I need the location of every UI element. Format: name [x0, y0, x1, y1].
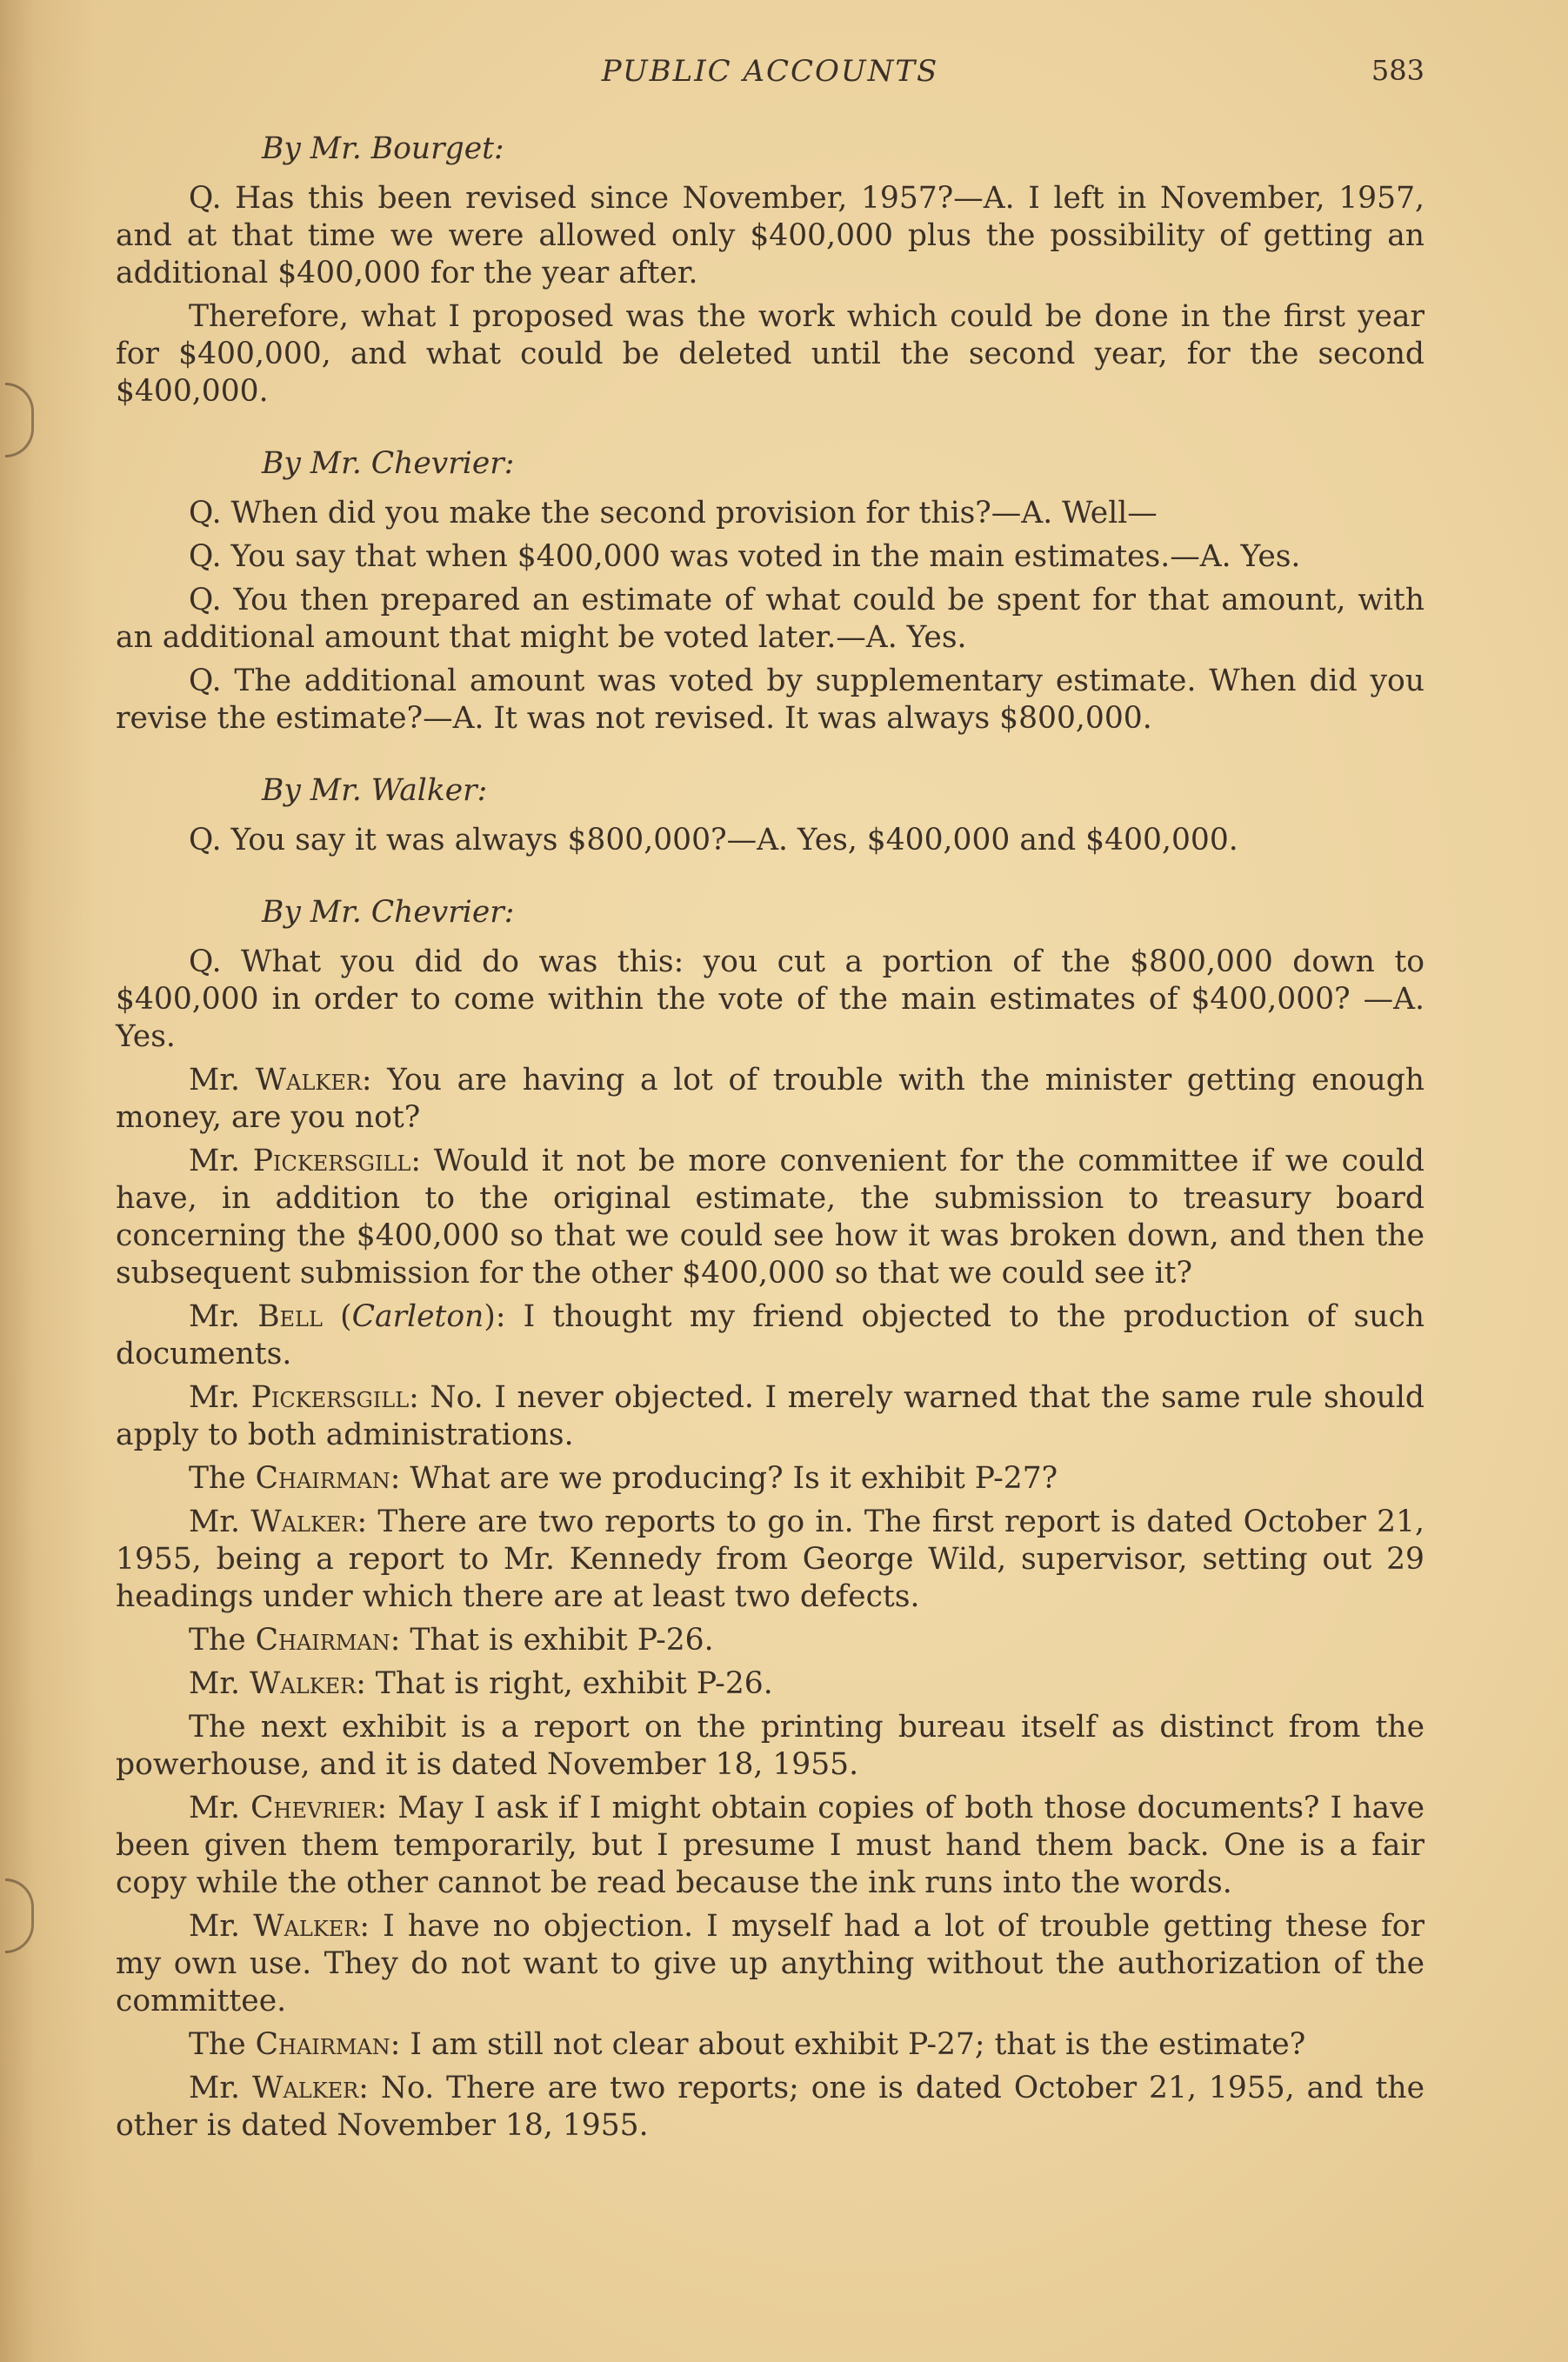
speaker-name: Walker — [253, 1909, 360, 1944]
speaker-name: Walker — [250, 1505, 357, 1539]
paragraph: Q. Has this been revised since November, 1957?—A. I left in November, 1957, and at that time we were allowed only $400,000 plus the possibility of getting an additional $400,000 for the year after. — [116, 181, 1425, 290]
speaker-name: Walker — [255, 1063, 362, 1098]
speech-paragraph: Mr. Walker: You are having a lot of trouble with the minister getting enough money, are you not? — [116, 1063, 1425, 1135]
speaker-name: Chevrier — [250, 1791, 377, 1825]
speaker-name: Pickersgill — [250, 1380, 410, 1415]
section-heading-bourget: By Mr. Bourget: — [262, 131, 504, 166]
speech-paragraph: Mr. Walker: I have no objection. I myself had a lot of trouble getting these for my own use. They do not want to give up anything without the authorization of the committee. — [116, 1909, 1425, 2018]
paragraph: Q. The additional amount was voted by supplementary estimate. When did you revise the estimate?—A. It was not revised. It was always $800,000. — [116, 664, 1425, 736]
speaker-name: Chairman — [255, 2027, 390, 2062]
speaker-name: Chairman — [255, 1461, 390, 1496]
section-heading-walker: By Mr. Walker: — [262, 773, 488, 808]
section-heading-chevrier: By Mr. Chevrier: — [262, 895, 515, 930]
speech-paragraph: Mr. Pickersgill: No. I never objected. I merely warned that the same rule should apply to both administrations. — [116, 1380, 1425, 1452]
speaker-name: Walker — [249, 1666, 357, 1701]
paragraph: The next exhibit is a report on the printing bureau itself as distinct from the powerhouse, and it is dated November 18, 1955. — [116, 1710, 1425, 1782]
speech-paragraph: Mr. Bell (Carleton): I thought my friend objected to the production of such documents. — [116, 1299, 1425, 1371]
riding-name: Carleton — [351, 1299, 484, 1334]
speaker-name: Walker — [251, 2071, 359, 2105]
speaker-name: Bell — [257, 1299, 323, 1334]
speaker-name: Chairman — [255, 1623, 390, 1658]
speech-paragraph: Mr. Walker: No. There are two reports; one is dated October 21, 1955, and the other is dated November 18, 1955. — [116, 2071, 1425, 2143]
binding-hole-mark — [5, 1878, 34, 1953]
page-header — [116, 54, 1425, 97]
speech-paragraph: The Chairman: That is exhibit P-26. — [189, 1623, 714, 1658]
speech-paragraph: Mr. Chevrier: May I ask if I might obtain copies of both those documents? I have been given them temporarily, but I presume I must hand them back. One is a fair copy while the other cannot be read because the ink runs into the words. — [116, 1791, 1425, 1900]
paragraph: Q. You say it was always $800,000?—A. Yes, $400,000 and $400,000. — [189, 823, 1238, 857]
running-head: PUBLIC ACCOUNTS — [601, 54, 939, 89]
paragraph: Q. You say that when $400,000 was voted in the main estimates.—A. Yes. — [189, 539, 1301, 574]
speaker-name: Pickersgill — [252, 1144, 411, 1178]
speech-paragraph: Mr. Pickersgill: Would it not be more convenient for the committee if we could have, in addition to the original estimate, the submission to treasury board concerning the $400,000 so that we could see how it was broken down, and then the subsequent submission for the other $400,000 so that we could see it? — [116, 1144, 1425, 1291]
speech-paragraph: Mr. Walker: There are two reports to go in. The first report is dated October 21, 1955, being a report to Mr. Kennedy from George Wild, supervisor, setting out 29 headings under which there are at least two defects. — [116, 1505, 1425, 1614]
speech-paragraph: Mr. Walker: That is right, exhibit P-26. — [189, 1666, 773, 1701]
paragraph: Therefore, what I proposed was the work which could be done in the first year for $400,000, and what could be deleted until the second year, for the second $400,000. — [116, 299, 1425, 409]
section-heading-chevrier: By Mr. Chevrier: — [262, 446, 515, 481]
speech-paragraph: The Chairman: What are we producing? Is it exhibit P-27? — [189, 1461, 1058, 1496]
page-number: 583 — [1371, 54, 1425, 87]
paragraph: Q. What you did do was this: you cut a portion of the $800,000 down to $400,000 in order to come within the vote of the main estimates of $400,000? —A. Yes. — [116, 944, 1425, 1054]
speech-paragraph: The Chairman: I am still not clear about exhibit P-27; that is the estimate? — [189, 2027, 1306, 2062]
page-body — [116, 130, 1425, 2151]
binding-hole-mark — [5, 383, 34, 457]
paragraph: Q. When did you make the second provision for this?—A. Well— — [189, 496, 1158, 530]
paragraph: Q. You then prepared an estimate of what could be spent for that amount, with an additional amount that might be voted later.—A. Yes. — [116, 583, 1425, 655]
